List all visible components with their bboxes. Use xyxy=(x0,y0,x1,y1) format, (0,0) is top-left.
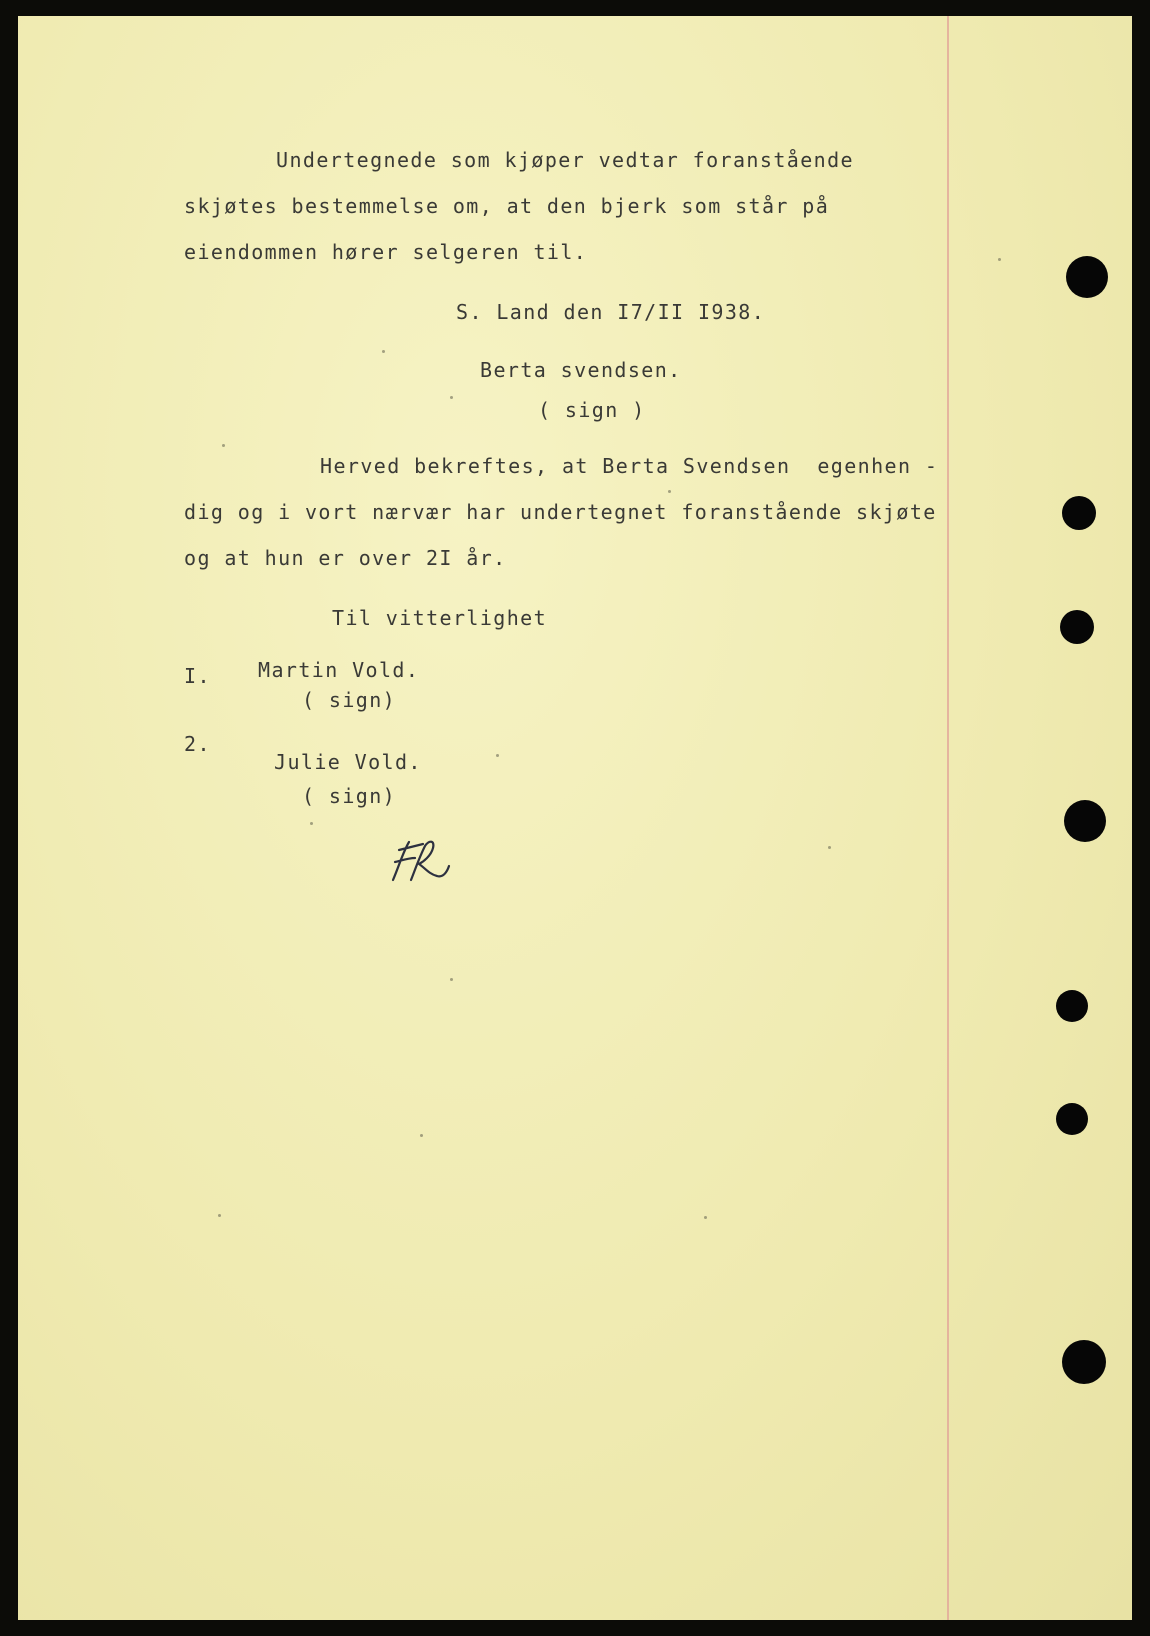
paper-speck xyxy=(998,258,1001,261)
witness-name: Julie Vold. xyxy=(274,750,422,774)
margin-rule xyxy=(947,16,949,1620)
witness-number: 2. xyxy=(184,732,211,756)
place-date: S. Land den I7/II I938. xyxy=(456,300,766,324)
handwritten-initials xyxy=(385,836,455,886)
punch-hole xyxy=(1066,256,1108,298)
signer-name: Berta svendsen. xyxy=(480,358,682,382)
paragraph1-line: eiendommen hører selgeren til. xyxy=(184,240,588,264)
paragraph1-line: Undertegnede som kjøper vedtar foranstående xyxy=(276,148,854,172)
punch-hole xyxy=(1064,800,1106,842)
witness-sign: ( sign) xyxy=(302,784,397,808)
paper-speck xyxy=(668,490,671,493)
witness-name: Martin Vold. xyxy=(258,658,420,682)
paper-speck xyxy=(704,1216,707,1219)
paragraph1-line: skjøtes bestemmelse om, at den bjerk som står på xyxy=(184,194,830,218)
witness-number: I. xyxy=(184,664,211,688)
punch-hole xyxy=(1056,990,1088,1022)
paragraph2-line: dig og i vort nærvær har undertegnet foranstående skjøte xyxy=(184,500,937,524)
paper-speck xyxy=(828,846,831,849)
paragraph2-line: og at hun er over 2I år. xyxy=(184,546,507,570)
signer-sign: ( sign ) xyxy=(538,398,646,422)
punch-hole xyxy=(1060,610,1094,644)
punch-hole xyxy=(1062,1340,1106,1384)
paper-speck xyxy=(222,444,225,447)
punch-hole xyxy=(1062,496,1096,530)
paper-speck xyxy=(218,1214,221,1217)
witness-heading: Til vitterlighet xyxy=(332,606,548,630)
paragraph2-line: Herved bekreftes, at Berta Svendsen egenhen - xyxy=(320,454,939,478)
witness-sign: ( sign) xyxy=(302,688,397,712)
paper-speck xyxy=(382,350,385,353)
paper-speck xyxy=(450,396,453,399)
paper-speck xyxy=(450,978,453,981)
paper-speck xyxy=(496,754,499,757)
paper-speck xyxy=(310,822,313,825)
punch-hole xyxy=(1056,1103,1088,1135)
paper-speck xyxy=(420,1134,423,1137)
